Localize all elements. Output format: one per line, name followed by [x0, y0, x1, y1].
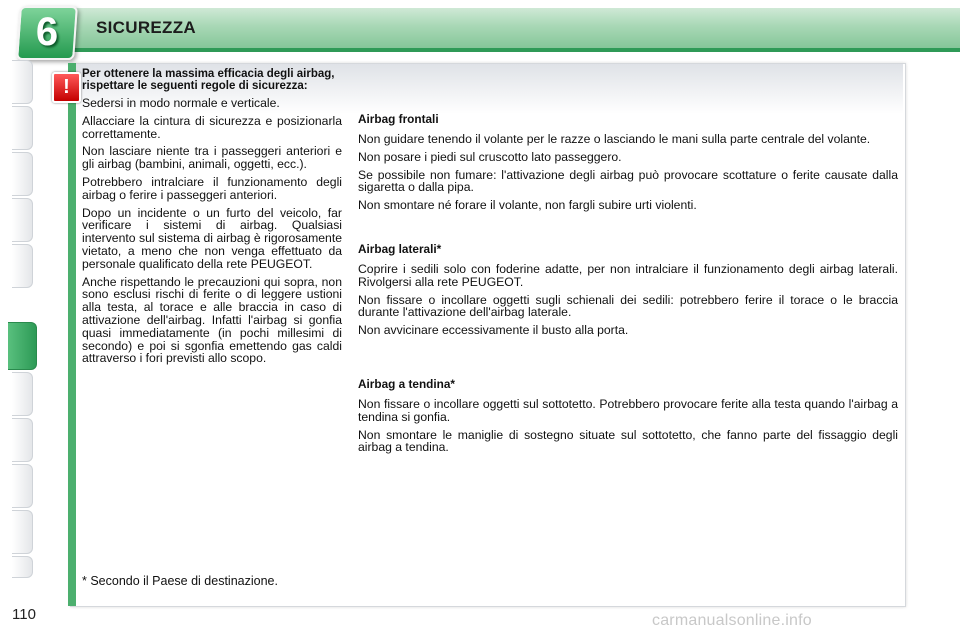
left-paragraph: Allacciare la cintura di sicurezza e posizionarla correttamente. [82, 113, 342, 141]
right-paragraph: Non fissare o incollare oggetti sul sottotetto. Potrebbero provocare ferite alla testa quando l'airbag a tendina si gonfia. [358, 396, 898, 424]
section-heading: Airbag frontali [358, 112, 439, 126]
left-paragraph: Dopo un incidente o un furto del veicolo, far verificare i sistemi di airbag. Qualsiasi intervento sul sistema di airbag è rigorosamente vietato, a meno che non venga effettuato da personale qualificato della rete PEUGEOT. [82, 205, 342, 271]
footnote: * Secondo il Paese di destinazione. [82, 574, 278, 588]
right-column [358, 112, 898, 478]
chapter-side-tabs [8, 60, 36, 580]
side-tab[interactable] [12, 60, 33, 104]
right-paragraph: Non smontare le maniglie di sostegno situate sul sottotetto, che fanno parte del fissaggio degli airbag a tendina. [358, 427, 898, 455]
side-tab[interactable] [12, 418, 33, 462]
right-paragraph: Non avvicinare eccessivamente il busto alla porta. [358, 323, 629, 338]
side-tab[interactable] [12, 106, 33, 150]
left-paragraph: Anche rispettando le precauzioni qui sopra, non sono esclusi rischi di ferite o di leggere ustioni alla testa, al torace e alle braccia in caso di attivazione dell'airbag. Infatti l'airbag si gonfia quasi immediatamente (in pochi millesimi di secondo) e poi si sgonfia emettendo gas caldi attraverso i fori previsti allo scopo. [82, 274, 342, 366]
page-number: 110 [12, 606, 36, 623]
side-tab[interactable] [12, 244, 33, 288]
side-tab[interactable] [12, 372, 33, 416]
right-paragraph: Coprire i sedili solo con foderine adatte, per non intralciare il funzionamento degli airbag laterali. Rivolgersi alla rete PEUGEOT. [358, 261, 898, 289]
intro-heading: Per ottenere la massima efficacia degli airbag, rispettare le seguenti regole di sicurezza: [82, 68, 335, 92]
left-paragraph: Sedersi in modo normale e verticale. [82, 96, 280, 110]
side-tab[interactable] [12, 152, 33, 196]
section-heading: Airbag a tendina* [358, 376, 456, 391]
exclamation-warning-icon: ! [52, 72, 81, 103]
watermark: carmanualsonline.info [652, 612, 812, 629]
right-paragraph: Non smontare né forare il volante, non fargli subire urti violenti. [358, 198, 697, 213]
left-paragraph: Non lasciare niente tra i passeggeri anteriori e gli airbag (bambini, animali, oggetti, ecc.). [82, 144, 342, 172]
side-tab[interactable] [12, 198, 33, 242]
right-paragraph: Non guidare tenendo il volante per le razze o lasciando le mani sulla parte centrale del volante. [358, 132, 871, 146]
right-paragraph: Non fissare o incollare oggetti sugli schienali dei sedili: potrebbero ferire il torace o le braccia durante l'attivazione dell'airbag laterale. [358, 292, 898, 320]
right-paragraph: Non posare i piedi sul cruscotto lato passeggero. [358, 149, 622, 164]
side-tab[interactable] [12, 464, 33, 508]
chapter-number: 6 [35, 10, 59, 54]
panel-accent-bar [68, 63, 76, 606]
section-heading: Airbag laterali* [358, 241, 442, 256]
side-tab-active[interactable] [8, 322, 37, 370]
header-rule [55, 48, 960, 52]
right-paragraph: Se possibile non fumare: l'attivazione degli airbag può provocare scottature o ferite causate dalla sigaretta o dalla pipa. [358, 167, 898, 195]
left-column [82, 68, 342, 370]
section-airbag-frontali [358, 112, 898, 212]
chapter-badge [16, 6, 78, 60]
side-tab[interactable] [12, 510, 33, 554]
side-tab[interactable] [12, 556, 33, 578]
section-airbag-tendina [358, 377, 898, 454]
section-airbag-laterali [358, 242, 898, 337]
section-title: SICUREZZA [96, 18, 196, 37]
left-paragraph: Potrebbero intralciare il funzionamento degli airbag o ferire i passeggeri anteriori. [82, 174, 342, 202]
